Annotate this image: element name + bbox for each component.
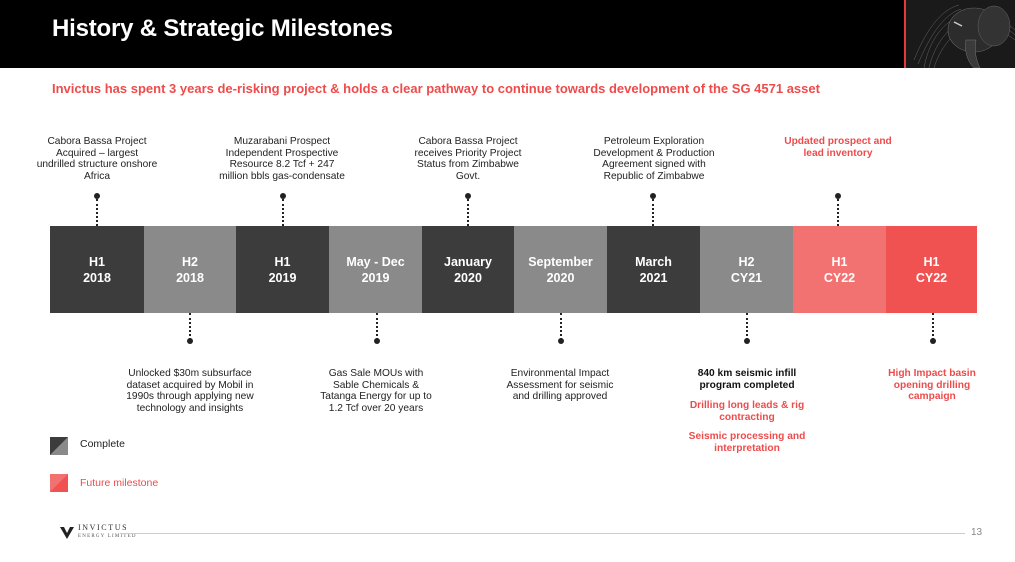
bottom-milestone-note: Environmental Impact Assessment for seismic and drilling approved xyxy=(506,368,614,402)
timeline-segment xyxy=(329,226,422,313)
segment-year: 2019 xyxy=(361,270,390,285)
timeline-segment xyxy=(422,226,514,313)
segment-year: 2021 xyxy=(639,270,668,285)
segment-period: January xyxy=(444,254,492,269)
timeline-segment xyxy=(607,226,700,313)
brand-subtitle: ENERGY LIMITED xyxy=(78,534,137,539)
segment-year: 2019 xyxy=(268,270,297,285)
bottom-milestone-note: Unlocked $30m subsurface dataset acquired by Mobil in 1990s through applying new technology and insights xyxy=(126,368,254,414)
timeline-segment xyxy=(886,226,977,313)
elephant-icon xyxy=(904,0,1015,68)
connector-dot xyxy=(558,338,564,344)
legend-complete-swatch xyxy=(50,437,68,455)
connector-line xyxy=(932,313,934,340)
segment-period: H1 xyxy=(89,254,105,269)
segment-period: H2 xyxy=(738,254,755,269)
invictus-logo-icon xyxy=(58,524,76,542)
bottom-milestone-note-future: Seismic processing and interpretation xyxy=(688,431,806,454)
top-milestone-note: Updated prospect and lead inventory xyxy=(784,136,892,159)
segment-year: 2020 xyxy=(454,270,482,285)
top-milestone-note: Cabora Bassa Project Acquired – largest undrilled structure onshore Africa xyxy=(36,136,158,182)
segment-year: CY21 xyxy=(730,270,763,285)
accent-line xyxy=(904,0,906,68)
connector-line xyxy=(189,313,191,340)
legend-future-label: Future milestone xyxy=(80,477,159,489)
connector-dot xyxy=(744,338,750,344)
segment-year: CY22 xyxy=(823,270,856,285)
page-title: History & Strategic Milestones xyxy=(52,15,393,42)
segment-year: 2020 xyxy=(546,270,575,285)
timeline-segment xyxy=(144,226,236,313)
legend-future-swatch xyxy=(50,474,68,492)
bottom-milestone-note-future: High Impact basin opening drilling campaign xyxy=(888,368,976,402)
footer-divider xyxy=(120,533,965,534)
elephant-logo-image xyxy=(904,0,1015,68)
bottom-milestone-note: Gas Sale MOUs with Sable Chemicals & Tatanga Energy for up to 1.2 Tcf over 20 years xyxy=(320,368,432,414)
connector-line xyxy=(467,199,469,226)
segment-period: May - Dec xyxy=(346,254,405,269)
top-milestone-note: Cabora Bassa Project receives Priority Project Status from Zimbabwe Govt. xyxy=(414,136,522,182)
top-milestone-note: Muzarabani Prospect Independent Prospective Resource 8.2 Tcf + 247 million bbls gas-condensate xyxy=(219,136,345,182)
brand-name: INVICTUS xyxy=(78,523,129,532)
segment-period: H2 xyxy=(182,254,198,269)
page-number: 13 xyxy=(971,527,983,538)
bottom-milestone-note-future: Drilling long leads & rig contracting xyxy=(689,400,805,423)
timeline-segment xyxy=(514,226,607,313)
connector-line xyxy=(282,199,284,226)
connector-line xyxy=(376,313,378,340)
legend-complete-label: Complete xyxy=(80,438,125,450)
connector-line xyxy=(96,199,98,226)
connector-line xyxy=(652,199,654,226)
timeline-segment xyxy=(236,226,329,313)
segment-period: H1 xyxy=(831,254,848,269)
bottom-milestone-note: 840 km seismic infill program completed xyxy=(697,368,797,391)
segment-year: CY22 xyxy=(915,270,948,285)
timeline-segment xyxy=(793,226,886,313)
top-milestone-note: Petroleum Exploration Development & Production Agreement signed with Republic of Zimbabwe xyxy=(593,136,715,182)
segment-period: September xyxy=(528,254,593,269)
segment-period: H1 xyxy=(923,254,940,269)
connector-dot xyxy=(374,338,380,344)
connector-dot xyxy=(930,338,936,344)
header-bar xyxy=(0,0,1015,68)
timeline-segment xyxy=(50,226,144,313)
segment-year: 2018 xyxy=(176,270,204,285)
subtitle: Invictus has spent 3 years de-risking project & holds a clear pathway to continue towards development of the SG 4571 asset xyxy=(52,81,820,96)
connector-line xyxy=(837,199,839,226)
timeline-segment xyxy=(700,226,793,313)
segment-year: 2018 xyxy=(83,270,111,285)
segment-period: March xyxy=(635,254,672,269)
segment-period: H1 xyxy=(274,254,291,269)
connector-line xyxy=(560,313,562,340)
connector-line xyxy=(746,313,748,340)
connector-dot xyxy=(187,338,193,344)
